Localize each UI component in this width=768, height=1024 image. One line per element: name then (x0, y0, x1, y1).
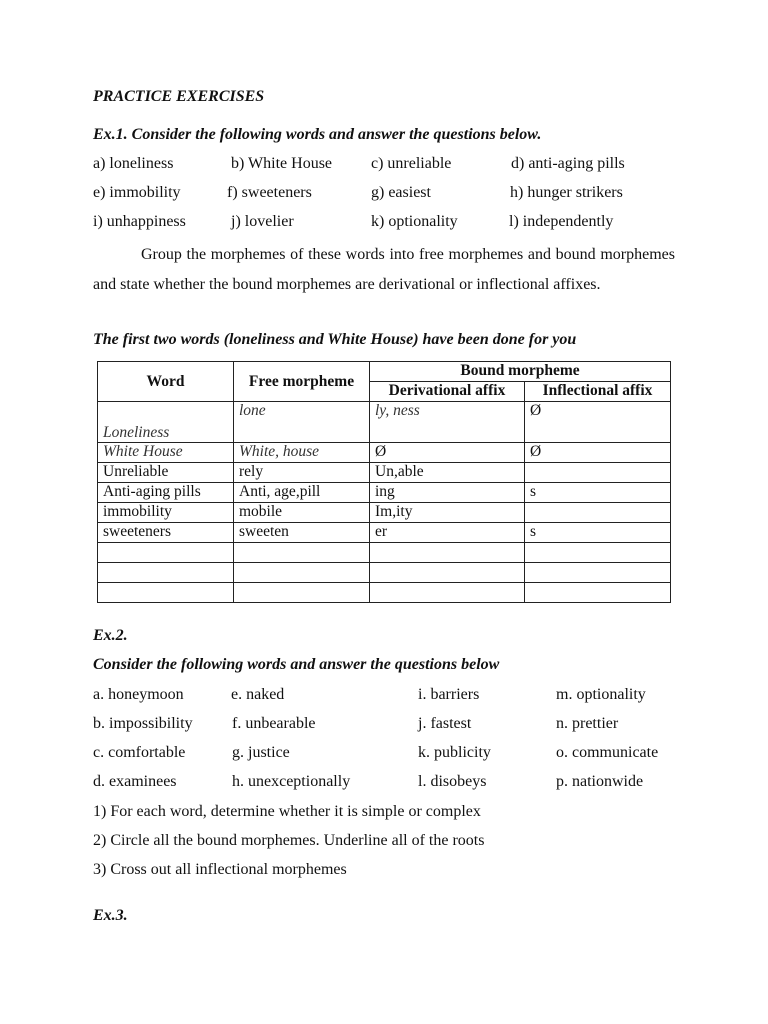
word-row (93, 184, 683, 213)
word-item: f. unbearable (232, 715, 316, 732)
cell-free (234, 583, 370, 603)
cell-derivational (370, 563, 525, 583)
cell-derivational: ing (370, 483, 525, 503)
word-item: a) loneliness (93, 155, 174, 172)
cell-free: lone (234, 402, 370, 443)
word-item: g) easiest (371, 184, 431, 201)
cell-word (98, 563, 234, 583)
morpheme-table (97, 361, 671, 603)
cell-inflectional: Ø (525, 402, 671, 443)
cell-derivational (370, 543, 525, 563)
word-row (93, 773, 683, 802)
word-item: d. examinees (93, 773, 177, 790)
table-row (98, 503, 671, 523)
ex3-label: Ex.3. (93, 907, 128, 924)
header-word: Word (98, 362, 234, 402)
word-item: i) unhappiness (93, 213, 186, 230)
word-item: h. unexceptionally (232, 773, 351, 790)
word-item: e) immobility (93, 184, 181, 201)
word-item: a. honeymoon (93, 686, 184, 703)
cell-derivational: Im,ity (370, 503, 525, 523)
cell-inflectional: s (525, 523, 671, 543)
word-item: b) White House (231, 155, 333, 172)
table-row (98, 483, 671, 503)
cell-derivational: Ø (370, 443, 525, 463)
word-item: l. disobeys (418, 773, 487, 790)
header-free-morpheme: Free morpheme (234, 362, 370, 402)
cell-word: immobility (98, 503, 234, 523)
word-item: i. barriers (418, 686, 480, 703)
ex2-label: Ex.2. (93, 627, 128, 644)
cell-word: Anti-aging pills (98, 483, 234, 503)
cell-inflectional: Ø (525, 443, 671, 463)
cell-inflectional (525, 583, 671, 603)
word-item: m. optionality (556, 686, 646, 703)
cell-inflectional (525, 543, 671, 563)
cell-derivational: Un,able (370, 463, 525, 483)
ex2-word-list (93, 686, 683, 802)
cell-free: sweeten (234, 523, 370, 543)
table-row (98, 402, 671, 443)
question-2: 2) Circle all the bound morphemes. Underline all of the roots (93, 832, 485, 849)
cell-inflectional (525, 503, 671, 523)
table-row (98, 443, 671, 463)
cell-free (234, 543, 370, 563)
question-1: 1) For each word, determine whether it is simple or complex (93, 803, 481, 820)
word-item: n. prettier (556, 715, 619, 732)
ex1-note: The first two words (loneliness and White House) have been done for you (93, 331, 577, 348)
word-item: k) optionality (371, 213, 458, 230)
word-row (93, 715, 683, 744)
word-item: j. fastest (418, 715, 472, 732)
header-derivational-affix: Derivational affix (370, 382, 525, 402)
word-item: c. comfortable (93, 744, 186, 761)
word-item: h) hunger strikers (510, 184, 623, 201)
word-item: f) sweeteners (227, 184, 312, 201)
word-item: e. naked (231, 686, 285, 703)
cell-word: sweeteners (98, 523, 234, 543)
ex1-word-list (93, 155, 683, 242)
cell-free: Anti, age,pill (234, 483, 370, 503)
cell-free: White, house (234, 443, 370, 463)
header-inflectional-affix: Inflectional affix (525, 382, 671, 402)
cell-free: mobile (234, 503, 370, 523)
cell-word (98, 583, 234, 603)
cell-word (98, 543, 234, 563)
ex1-heading: Ex.1. Consider the following words and answer the questions below. (93, 126, 542, 143)
cell-word: Unreliable (98, 463, 234, 483)
cell-free (234, 563, 370, 583)
word-item: d) anti-aging pills (511, 155, 625, 172)
instruction-text: Group the morphemes of these words into free morphemes and bound morphemes and state whether the bound morphemes are derivational or inflectional affixes. (93, 246, 675, 293)
table-row (98, 583, 671, 603)
ex2-heading: Consider the following words and answer the questions below (93, 656, 500, 673)
header-bound-morpheme: Bound morpheme (370, 362, 671, 382)
word-row (93, 213, 683, 242)
ex1-instruction (93, 240, 675, 299)
cell-inflectional: s (525, 483, 671, 503)
page-title: PRACTICE EXERCISES (93, 88, 265, 105)
question-3: 3) Cross out all inflectional morphemes (93, 861, 347, 878)
cell-free: rely (234, 463, 370, 483)
word-item: j) lovelier (231, 213, 294, 230)
cell-word: Loneliness (98, 402, 234, 443)
table-row (98, 563, 671, 583)
word-item: c) unreliable (371, 155, 452, 172)
word-item: p. nationwide (556, 773, 644, 790)
word-item: b. impossibility (93, 715, 193, 732)
cell-derivational: er (370, 523, 525, 543)
word-row (93, 686, 683, 715)
word-row (93, 155, 683, 184)
cell-inflectional (525, 563, 671, 583)
word-item: g. justice (232, 744, 290, 761)
word-item: o. communicate (556, 744, 659, 761)
cell-derivational (370, 583, 525, 603)
table-row (98, 543, 671, 563)
cell-inflectional (525, 463, 671, 483)
cell-derivational: ly, ness (370, 402, 525, 443)
word-item: l) independently (509, 213, 614, 230)
word-row (93, 744, 683, 773)
word-item: k. publicity (418, 744, 491, 761)
cell-word: White House (98, 443, 234, 463)
table-row (98, 523, 671, 543)
table-row (98, 463, 671, 483)
